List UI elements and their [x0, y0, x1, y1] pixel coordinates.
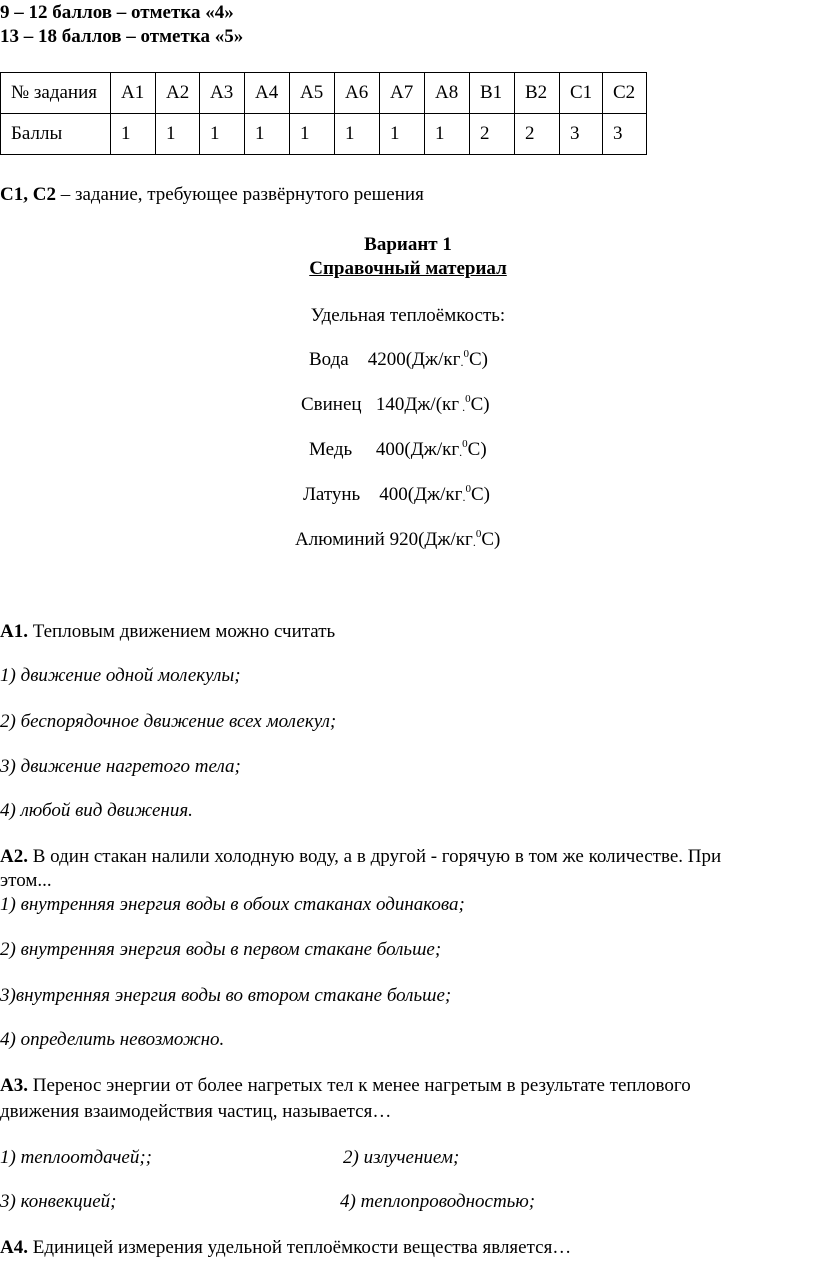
- material-lead: [301, 394, 490, 416]
- table-row: [1, 73, 647, 114]
- answer-option: 2) внутренняя энергия воды в первом стакане больше;: [0, 939, 442, 960]
- question-label: А4.: [0, 1237, 28, 1258]
- table-cell: 1: [380, 114, 425, 155]
- grading-line-5: 13 – 18 баллов – отметка «5»: [0, 26, 244, 47]
- table-cell: В2: [515, 73, 560, 114]
- table-cell: 2: [515, 114, 560, 155]
- question-label: А3.: [0, 1075, 28, 1096]
- material-value: 140Дж/(кг: [375, 394, 460, 415]
- reference-title: Справочный материал: [309, 258, 507, 279]
- material-value: 400(Дж/кг: [379, 484, 463, 505]
- question-text: Перенос энергии от более нагретых тел к менее нагретым в результате теплового: [27, 1075, 691, 1096]
- material-aluminium: [295, 529, 500, 551]
- material-dot: .: [462, 490, 466, 504]
- material-brass: [303, 484, 490, 506]
- question-a2: [0, 846, 721, 868]
- table-cell: 1: [200, 114, 245, 155]
- question-text: Тепловым движением можно считать: [27, 621, 336, 642]
- material-unit: С): [468, 349, 488, 370]
- task-note: [0, 184, 424, 206]
- question-a4: [0, 1237, 571, 1259]
- table-cell: С1: [560, 73, 603, 114]
- material-water: [309, 349, 488, 371]
- question-label: А1.: [0, 621, 28, 642]
- table-cell: 1: [425, 114, 470, 155]
- grading-line-4: 9 – 12 баллов – отметка «4»: [0, 2, 234, 23]
- material-value: 400(Дж/кг: [375, 439, 460, 460]
- material-unit: С): [470, 394, 490, 415]
- task-note-text: – задание, требующее развёрнутого решения: [55, 184, 424, 205]
- material-name: Медь: [309, 439, 353, 460]
- answer-option: 1) теплоотдачей;;: [0, 1147, 152, 1168]
- table-cell: А1: [111, 73, 156, 114]
- material-unit: С): [467, 439, 487, 460]
- material-degree: 0: [465, 483, 471, 495]
- question-text-continued: движения взаимодействия частиц, называется…: [0, 1101, 392, 1122]
- table-cell: 1: [156, 114, 200, 155]
- question-text: В один стакан налили холодную воду, а в другой - горячую в том же количестве. При: [27, 846, 722, 867]
- answer-option: 3) конвекцией;: [0, 1191, 117, 1212]
- question-label: А2.: [0, 846, 28, 867]
- variant-title: Вариант 1: [364, 234, 452, 255]
- table-cell: А2: [156, 73, 200, 114]
- table-cell: А5: [290, 73, 335, 114]
- score-table: [0, 72, 647, 155]
- table-cell: Баллы: [1, 114, 111, 155]
- table-row: [1, 114, 647, 155]
- table-cell: В1: [470, 73, 515, 114]
- material-dot: .: [460, 355, 464, 369]
- material-name: Свинец: [301, 394, 362, 415]
- material-unit: С): [481, 529, 501, 550]
- answer-option: 1) внутренняя энергия воды в обоих стаканах одинакова;: [0, 894, 465, 915]
- material-dot: .: [459, 400, 466, 414]
- material-degree: 0: [463, 348, 469, 360]
- table-cell: А7: [380, 73, 425, 114]
- answer-option: 3)внутренняя энергия воды во втором стакане больше;: [0, 985, 452, 1006]
- material-unit: С): [470, 484, 490, 505]
- answer-option: 2) беспорядочное движение всех молекул;: [0, 711, 337, 732]
- table-cell: 1: [290, 114, 335, 155]
- table-cell: А3: [200, 73, 245, 114]
- table-cell: А6: [335, 73, 380, 114]
- question-a3: [0, 1075, 691, 1097]
- task-note-label: С1, С2: [0, 184, 56, 205]
- material-degree: 0: [475, 528, 482, 540]
- answer-option: 4) теплопроводностью;: [340, 1191, 536, 1212]
- heat-capacity-title: Удельная теплоёмкость:: [310, 305, 506, 326]
- table-cell: 1: [245, 114, 290, 155]
- table-cell: А8: [425, 73, 470, 114]
- answer-option: 2) излучением;: [343, 1147, 460, 1168]
- answer-option: 4) любой вид движения.: [0, 800, 193, 821]
- question-text: Единицей измерения удельной теплоёмкости вещества является…: [27, 1237, 572, 1258]
- table-cell: 3: [603, 114, 647, 155]
- table-cell: 1: [111, 114, 156, 155]
- material-value: 4200(Дж/кг: [367, 349, 461, 370]
- material-dot: .: [459, 445, 463, 459]
- material-value: 920(Дж/кг: [389, 529, 473, 550]
- material-dot: .: [472, 535, 476, 549]
- material-name: Вода: [309, 349, 349, 370]
- answer-option: 1) движение одной молекулы;: [0, 665, 241, 686]
- material-name: Алюминий: [295, 529, 385, 550]
- material-copper: [309, 439, 487, 461]
- answer-option: 3) движение нагретого тела;: [0, 756, 241, 777]
- question-text-continued: этом...: [0, 870, 52, 891]
- table-cell: № задания: [1, 73, 111, 114]
- table-cell: А4: [245, 73, 290, 114]
- table-cell: С2: [603, 73, 647, 114]
- material-degree: 0: [465, 393, 471, 405]
- material-degree: 0: [462, 438, 468, 450]
- material-name: Латунь: [303, 484, 361, 505]
- table-cell: 2: [470, 114, 515, 155]
- table-cell: 3: [560, 114, 603, 155]
- question-a1: [0, 621, 335, 643]
- table-cell: 1: [335, 114, 380, 155]
- answer-option: 4) определить невозможно.: [0, 1029, 225, 1050]
